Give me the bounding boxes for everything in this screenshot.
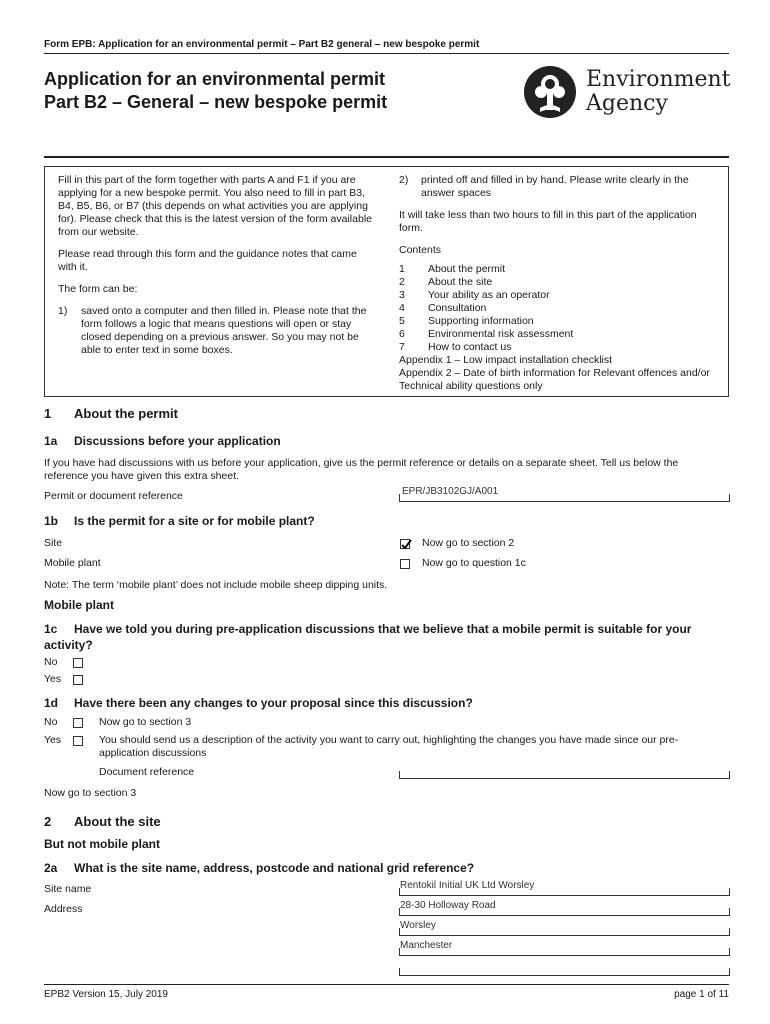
- intro-paragraph-3: The form can be:: [58, 283, 138, 295]
- footer-divider: [44, 984, 729, 985]
- site-checkbox[interactable]: [400, 539, 410, 549]
- address-line-2-field[interactable]: [399, 928, 730, 936]
- contents-item: 6 Environmental risk assessment: [399, 328, 574, 340]
- logo-line-2: Agency: [586, 91, 668, 116]
- question-1c-heading: 1c Have we told you during pre-application discussions that we believe that a mobile permit is suitable for your activity?: [44, 622, 692, 652]
- question-1b-heading: 1b Is the permit for a site or for mobile plant?: [44, 514, 315, 528]
- site-name-label: Site name: [44, 883, 92, 895]
- address-line-3-value: Manchester: [400, 940, 453, 951]
- section-2-subheading: But not mobile plant: [44, 837, 160, 851]
- mobile-goto: Now go to question 1c: [422, 557, 526, 569]
- address-line-2-value: Worsley: [400, 920, 436, 931]
- mobile-plant-note: Note: The term ‘mobile plant’ does not include mobile sheep dipping units.: [44, 579, 388, 591]
- contents-item: 4 Consultation: [399, 302, 487, 314]
- permit-ref-label: Permit or document reference: [44, 490, 183, 502]
- footer-version: EPB2 Version 15, July 2019: [44, 989, 168, 1000]
- contents-heading: Contents: [399, 244, 442, 256]
- header-divider: [44, 53, 729, 54]
- contents-item: 7 How to contact us: [399, 341, 512, 353]
- intro-list-item-1: 1) saved onto a computer and then filled in. Please note that the form follows a logic that means questions will open or stay closed depending on a previous answer. So you may not be able to enter text in some boxes.: [58, 305, 367, 356]
- intro-paragraph-2: Please read through this form and the guidance notes that came with it.: [58, 248, 357, 273]
- permit-ref-value: EPR/JB3102GJ/A001: [402, 486, 499, 497]
- page-title: [44, 68, 387, 114]
- intro-list-item-2: 2) printed off and filled in by hand. Please write clearly in the answer spaces: [399, 174, 689, 199]
- appendix-1: Appendix 1 – Low impact installation checklist: [399, 354, 613, 366]
- site-goto: Now go to section 2: [422, 537, 515, 549]
- q1c-yes-label: Yes: [44, 673, 62, 685]
- goto-section-3: Now go to section 3: [44, 787, 137, 799]
- doc-ref-field[interactable]: [399, 771, 730, 779]
- section-1-heading: 1 About the permit: [44, 406, 178, 421]
- intro-box: [44, 166, 729, 397]
- form-label: Form EPB: Application for an environmental permit – Part B2 general – new bespoke permit: [44, 39, 480, 50]
- mobile-plant-checkbox[interactable]: [400, 559, 410, 569]
- title-line-1: Application for an environmental permit: [44, 69, 386, 89]
- environment-agency-logo: [522, 64, 732, 120]
- address-label: Address: [44, 903, 83, 915]
- time-note: It will take less than two hours to fill in this part of the application form.: [399, 209, 697, 234]
- intro-left-column: [58, 174, 378, 357]
- checkmark-icon: [400, 538, 413, 551]
- title-divider: [44, 156, 729, 158]
- site-name-value: Rentokil Initial UK Ltd Worsley: [400, 880, 535, 891]
- contents-item: 2 About the site: [399, 276, 493, 288]
- question-1d-heading: 1d Have there been any changes to your proposal since this discussion?: [44, 696, 473, 710]
- question-1a-heading: 1a Discussions before your application: [44, 434, 281, 448]
- q1d-no-label: No: [44, 716, 58, 728]
- site-option-label: Site: [44, 537, 63, 549]
- q1c-no-checkbox[interactable]: [73, 658, 83, 668]
- contents-item: 5 Supporting information: [399, 315, 534, 327]
- question-2a-heading: 2a What is the site name, address, postcode and national grid reference?: [44, 861, 475, 875]
- q1d-yes-text: You should send us a description of the activity you want to carry out, highlighting the changes you have made since our pre-application discussions: [99, 734, 679, 759]
- q1d-no-goto: Now go to section 3: [99, 716, 192, 728]
- q1d-yes-label: Yes: [44, 734, 62, 746]
- tree-logo-icon: [522, 64, 578, 120]
- contents-item: 3 Your ability as an operator: [399, 289, 550, 301]
- appendix-2: Appendix 2 – Date of birth information for Relevant offences and/or Technical ability questions only: [399, 367, 710, 392]
- intro-right-column: [399, 174, 721, 393]
- q1c-no-label: No: [44, 656, 58, 668]
- logo-line-1: Environment: [586, 67, 731, 92]
- section-2-heading: 2 About the site: [44, 814, 161, 829]
- q1d-no-checkbox[interactable]: [73, 718, 83, 728]
- doc-ref-label: Document reference: [99, 766, 195, 778]
- address-line-4-field[interactable]: [399, 968, 730, 976]
- question-1a-text: If you have had discussions with us before your application, give us the permit reference or details on a separate sheet. Tell us below the reference you have given this extra sheet.: [44, 457, 679, 482]
- contents-list: [399, 263, 721, 354]
- footer-page-number: page 1 of 11: [674, 989, 729, 1000]
- address-line-1-value: 28-30 Holloway Road: [400, 900, 496, 911]
- contents-item: 1 About the permit: [399, 263, 506, 275]
- q1c-yes-checkbox[interactable]: [73, 675, 83, 685]
- q1d-yes-checkbox[interactable]: [73, 736, 83, 746]
- title-line-2: Part B2 – General – new bespoke permit: [44, 92, 388, 112]
- intro-paragraph-1: Fill in this part of the form together with parts A and F1 if you are applying for a new bespoke permit. You also need to fill in part B3, B4, B5, B6, or B7 (this depends on what activities you are applying for). Please check that this is the latest version of the form available from our website.: [58, 174, 372, 238]
- mobile-plant-heading: Mobile plant: [44, 598, 114, 612]
- mobile-option-label: Mobile plant: [44, 557, 101, 569]
